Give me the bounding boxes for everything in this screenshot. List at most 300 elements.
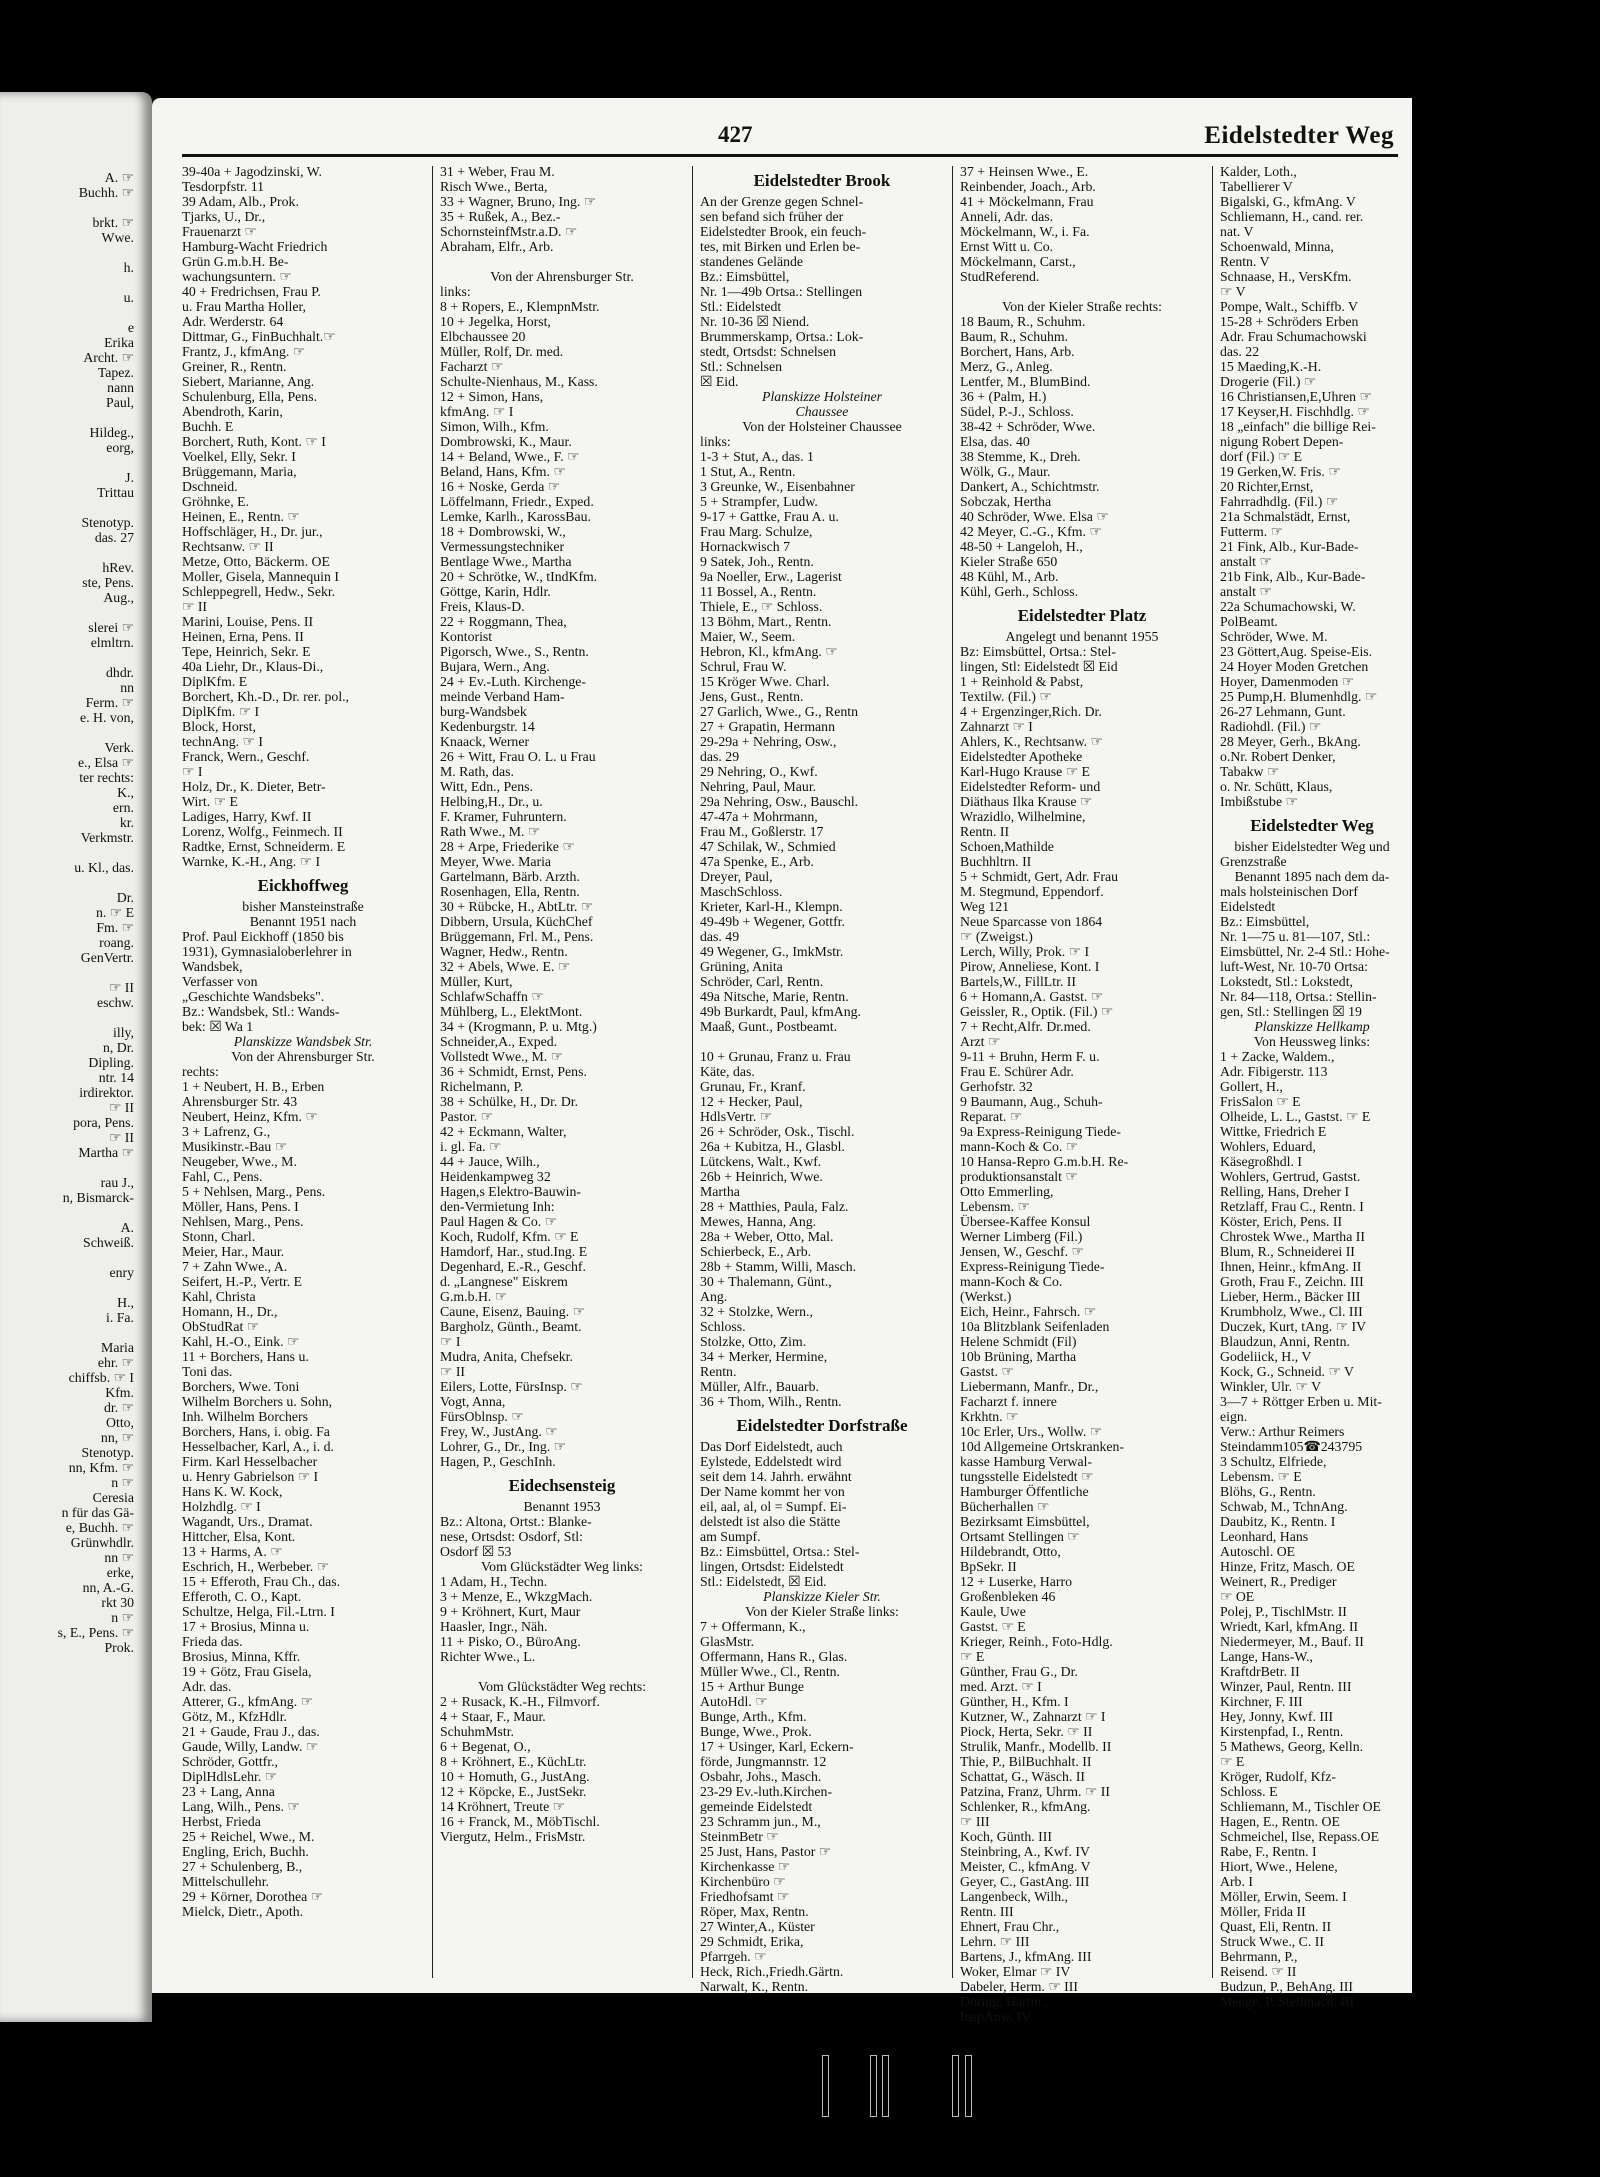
column-3 [700,164,944,1994]
directory-entry: rechts: [182,1064,219,1079]
directory-entry: Mudra, Anita, Chefsekr. [440,1349,573,1364]
directory-entry: 32 + Abels, Wwe. E. ☞ [440,959,571,974]
directory-entry: 36 + Thom, Wilh., Rentn. [700,1394,842,1409]
directory-entry: Wohlers, Eduard, [1220,1139,1316,1154]
directory-entry: Bartels,W., FillLtr. II [960,974,1076,989]
street-note: Benannt 1951 nach [249,914,357,929]
directory-entry: gen, Stl.: Stellingen ☒ 19 [1220,1004,1362,1019]
facing-page-line [0,845,152,860]
directory-entry: 10 Hansa-Repro G.m.b.H. Re- [960,1154,1129,1169]
directory-entry: 21 Fink, Alb., Kur-Bade- [1220,539,1359,554]
directory-entry: Vermessungstechniker [440,539,565,554]
directory-entry [960,284,1204,299]
directory-entry: 17 + Usinger, Karl, Eckern- [700,1739,854,1754]
directory-entry: Bentlage Wwe., Martha [440,554,572,569]
directory-entry: Schoenwald, Minna, [1220,239,1334,254]
directory-entry: u. Frau Martha Holler, [182,299,306,314]
directory-entry: 1 Adam, H., Techn. [440,1574,548,1589]
facing-page-line [0,1205,152,1220]
directory-entry: SteinmBetr ☞ [700,1829,779,1844]
directory-entry: ☞ (Zweigst.) [960,929,1033,944]
directory-entry: Merz, G., Anleg. [960,359,1053,374]
directory-entry: Bigalski, G., kfmAng. V [1220,194,1356,209]
directory-entry: links: [700,434,731,449]
directory-entry: Hey, Jonny, Kwf. III [1220,1709,1334,1724]
directory-entry: Drogerie (Fil.) ☞ [1220,374,1317,389]
directory-entry: 26 + Witt, Frau O. L. u Frau [440,749,596,764]
directory-entry: Kahl, Christa [182,1289,256,1304]
directory-entry: 18 „einfach" die billige Rei- [1220,419,1376,434]
directory-entry: Grenzstraße [1220,854,1287,869]
directory-entry: Mielck, Dietr., Apoth. [182,1904,304,1919]
directory-entry: förde, Jungmannstr. 12 [700,1754,827,1769]
directory-entry: Friedhofsamt ☞ [700,1889,790,1904]
directory-entry: Musikinstr.-Bau ☞ [182,1139,288,1154]
film-edge-mark [952,2055,959,2117]
directory-entry: 35 + Rußek, A., Bez.- [440,209,561,224]
directory-entry: 41 + Möckelmann, Frau [960,194,1094,209]
directory-entry: Stonn, Charl. [182,1229,256,1244]
facing-page-line: n. ☞ E [95,905,134,920]
directory-entry: Sobczak, Hertha [960,494,1052,509]
facing-page-line: elmltrn. [90,635,134,650]
directory-entry: Frau E. Schürer Adr. [960,1064,1074,1079]
directory-entry: 1 + Neubert, H. B., Erben [182,1079,325,1094]
directory-entry: 27 Winter,A., Küster [700,1919,815,1934]
directory-entry: 23 + Lang, Anna [182,1784,275,1799]
facing-page-line: nn, Kfm. ☞ [68,1460,134,1475]
street-note: Von der Kieler Straße links: [745,1604,899,1619]
directory-entry: Witt, Edn., Pens. [440,779,533,794]
directory-entry: Dreyer, Paul, [700,869,773,884]
directory-entry: 13 Böhm, Mart., Rentn. [700,614,832,629]
directory-entry: Schloss. [700,1319,746,1334]
directory-entry: Koch, Günth. III [960,1829,1052,1844]
directory-entry: Adr. Frau Schumachowski [1220,329,1367,344]
directory-entry: Gaude, Willy, Landw. ☞ [182,1739,319,1754]
street-heading: Eickhoffweg [257,876,349,895]
directory-entry: Blöhs, G., Rentn. [1220,1484,1316,1499]
directory-entry: 49b Burkardt, Paul, kfmAng. [700,1004,861,1019]
facing-page-line: A. ☞ [104,170,134,185]
directory-entry: Meier, Har., Maur. [182,1244,285,1259]
directory-entry: Geyer, C., GastAng. III [960,1874,1090,1889]
directory-entry: 30 + Thalemann, Günt., [700,1274,832,1289]
directory-entry: u. Henry Gabrielson ☞ I [182,1469,319,1484]
directory-entry: links: [440,284,471,299]
directory-entry: 26 + Schröder, Osk., Tischl. [700,1124,855,1139]
directory-entry: 1 + Reinhold & Pabst, [960,674,1084,689]
directory-entry: Schulenburg, Ella, Pens. [182,389,318,404]
directory-entry: 31 + Weber, Frau M. [440,164,555,179]
directory-entry: Hoyer, Damenmoden ☞ [1220,674,1355,689]
directory-entry [700,1034,944,1049]
facing-page-line: n ☞ [111,1610,134,1625]
directory-entry: delstedt ist also die Stätte [700,1514,841,1529]
directory-entry: 39 Adam, Alb., Prok. [182,194,299,209]
directory-entry: Fahrradhdlg. (Fil.) ☞ [1220,494,1339,509]
directory-entry: 26-27 Lehmann, Gunt. [1220,704,1346,719]
facing-page-line: u. Kl., das. [74,860,134,875]
facing-page-line: slerei ☞ [88,620,134,635]
directory-entry: Rentn. V [1220,254,1270,269]
facing-page-line: Paul, [106,395,134,410]
directory-entry: SchlafwSchaffn ☞ [440,989,544,1004]
directory-entry: Hagen,s Elektro-Bauwin- [440,1184,581,1199]
column-divider [952,166,953,1978]
facing-page-line: e., Elsa ☞ [77,755,134,770]
directory-entry: 26a + Kubitza, H., Glasbl. [700,1139,845,1154]
facing-page-line: kr. [119,815,134,830]
directory-entry: Reisend. ☞ II [1220,1964,1297,1979]
directory-entry: Geissler, R., Optik. (Fil.) ☞ [960,1004,1114,1019]
directory-entry: Gerhofstr. 32 [960,1079,1033,1094]
directory-entry: Röper, Max, Rentn. [700,1904,809,1919]
directory-entry: Gröhnke, E. [182,494,250,509]
directory-entry: Metze, Otto, Bäckerm. OE [182,554,330,569]
directory-entry: Schleppegrell, Hedw., Sekr. [182,584,336,599]
directory-entry: Verw.: Arthur Reimers [1220,1424,1345,1439]
directory-entry: 47a Spenke, E., Arb. [700,854,814,869]
directory-entry: Kalder, Loth., [1220,164,1297,179]
facing-page-line: ern. [112,800,134,815]
facing-page-line [0,1250,152,1265]
directory-entry: 10d Allgemeine Ortskranken- [960,1439,1124,1454]
directory-entry: 12 + Luserke, Harro [960,1574,1072,1589]
directory-entry: Hoffschläger, H., Dr. jur., [182,524,323,539]
directory-entry: 27 + Schulenberg, B., [182,1859,303,1874]
directory-entry: Gastst. ☞ E [960,1619,1026,1634]
directory-entry [440,254,684,269]
directory-entry: 18 Baum, R., Schuhm. [960,314,1086,329]
directory-entry: Dombrowski, K., Maur. [440,434,572,449]
directory-entry: Hans K. W. Kock, [182,1484,283,1499]
directory-entry: Göttge, Karin, Hdlr. [440,584,551,599]
directory-entry: Werner Limberg (Fil.) [960,1229,1083,1244]
column-divider [432,166,433,1978]
directory-entry: 24 Hoyer Moden Gretchen [1220,659,1369,674]
directory-entry: Eidelstedter Brook, ein feuch- [700,224,867,239]
directory-entry: KraftdrBetr. II [1220,1664,1300,1679]
directory-entry: Neugeber, Wwe., M. [182,1154,297,1169]
facing-page-line: e. H. von, [79,710,134,725]
street-heading: Eidechsensteig [508,1476,616,1495]
directory-entry: mann-Koch & Co. [960,1274,1063,1289]
directory-entry: 7 + Zahn Wwe., A. [182,1259,288,1274]
directory-entry: 42 + Eckmann, Walter, [440,1124,567,1139]
facing-page-line: Verkmstr. [80,830,134,845]
directory-entry: ☒ Eid. [700,374,739,389]
directory-entry: Helbing,H., Dr., u. [440,794,543,809]
directory-entry: Hamburg-Wacht Friedrich [182,239,328,254]
directory-entry: 6 + Begenat, O., [440,1739,531,1754]
directory-entry: Götz, M., KfzHdlr. [182,1709,287,1724]
facing-page-line: u. [123,290,134,305]
facing-page-line: GenVertr. [80,950,134,965]
directory-entry: Struck Wwe., C. II [1220,1934,1324,1949]
directory-entry: 10 + Homuth, G., JustAng. [440,1769,590,1784]
directory-entry: Olheide, L. L., Gastst. ☞ E [1220,1109,1371,1124]
directory-entry: Lebensm. ☞ E [1220,1469,1302,1484]
directory-entry: Schröder, Gottfr., [182,1754,279,1769]
directory-entry: 40 + Fredrichsen, Frau P. [182,284,321,299]
directory-entry: Kontorist [440,629,493,644]
directory-entry: Schwab, M., TchnAng. [1220,1499,1348,1514]
directory-entry: 34 + Merker, Hermine, [700,1349,828,1364]
directory-entry: Voelkel, Elly, Sekr. I [182,449,296,464]
directory-entry: BpSekr. II [960,1559,1017,1574]
directory-entry: Rentn. III [960,1904,1014,1919]
directory-entry: Günther, Frau G., Dr. [960,1664,1078,1679]
street-heading: Eidelstedter Weg [1250,816,1374,835]
directory-entry: 10c Erler, Urs., Wollw. ☞ [960,1424,1103,1439]
directory-entry: InspAnw. IV [960,2009,1032,2024]
street-heading: Eidelstedter Brook [753,171,891,190]
column-divider [692,166,693,1978]
directory-entry: 27 Garlich, Wwe., G., Rentn [700,704,858,719]
facing-page-line: eschw. [96,995,134,1010]
film-edge-mark [965,2055,972,2117]
directory-entry: gemeinde Eidelstedt [700,1799,813,1814]
directory-entry: Müller, Alfr., Bauarb. [700,1379,819,1394]
facing-page-line: n für das Gä- [61,1505,134,1520]
directory-entry: 6 + Homann,A. Gastst. ☞ [960,989,1104,1004]
directory-entry: Greiner, R., Rentn. [182,359,287,374]
street-note: Von der Ahrensburger Str. [231,1049,375,1064]
directory-entry: 49a Nitsche, Marie, Rentn. [700,989,849,1004]
directory-entry: 1-3 + Stut, A., das. 1 [700,449,814,464]
directory-entry: Borchers, Hans, i. obig. Fa [182,1424,330,1439]
facing-page-line: K., [117,785,134,800]
directory-entry: 36 + Schmidt, Ernst, Pens. [440,1064,587,1079]
directory-entry: Siebert, Marianne, Ang. [182,374,315,389]
film-edge-mark [870,2055,877,2117]
facing-page-line [0,1325,152,1340]
directory-entry: med. Arzt. ☞ I [960,1679,1042,1694]
directory-entry: Bz.: Eimsbüttel, [700,269,790,284]
directory-entry: Bujara, Wern., Ang. [440,659,550,674]
directory-entry: Bargholz, Günth., Beamt. [440,1319,582,1334]
facing-page-line: rau J., [100,1175,134,1190]
facing-page-line: Kfm. [105,1385,134,1400]
directory-entry: Freis, Klaus-D. [440,599,525,614]
directory-entry: 22a Schumachowski, W. [1220,599,1356,614]
directory-entry: Das Dorf Eidelstedt, auch [700,1439,843,1454]
directory-entry: Frau M., Goßlerstr. 17 [700,824,824,839]
directory-entry: Möller, Frida II [1220,1904,1306,1919]
directory-entry: 48 Kühl, M., Arb. [960,569,1059,584]
directory-entry: Schmeichel, Ilse, Repass.OE [1220,1829,1380,1844]
directory-entry: Heidenkampweg 32 [440,1169,551,1184]
directory-entry: tungsstelle Eidelstedt ☞ [960,1469,1094,1484]
directory-entry: Möller, Hans, Pens. I [182,1199,299,1214]
directory-entry: AutoHdl. ☞ [700,1694,768,1709]
directory-entry: Jens, Gust., Rentn. [700,689,804,704]
directory-entry: Schattat, G., Wäsch. II [960,1769,1086,1784]
directory-entry: Osdorf ☒ 53 [440,1544,512,1559]
directory-entry: Brüggemann, Maria, [182,464,297,479]
facing-page-line [0,1280,152,1295]
directory-entry: Der Name kommt her von [700,1484,845,1499]
directory-entry: 15 + Efferoth, Frau Ch., das. [182,1574,341,1589]
directory-entry: Schnaase, H., VersKfm. [1220,269,1352,284]
directory-entry: Lehrn. ☞ III [960,1934,1030,1949]
directory-entry: 11 Bossel, A., Rentn. [700,584,817,599]
facing-page-line: Ferm. ☞ [85,695,134,710]
directory-entry: Neue Sparcasse von 1864 [960,914,1103,929]
plan-note: Planskizze Holsteiner [762,389,882,404]
street-note: bisher Eidelstedter Weg und [1234,839,1390,854]
running-title: Eidelstedter Weg [1204,122,1394,149]
facing-page-line: irdirektor. [79,1085,134,1100]
directory-entry: Kirstenpfad, I., Rentn. [1220,1724,1344,1739]
facing-page-line [0,410,152,425]
directory-entry: Richter Wwe., L. [440,1649,536,1664]
directory-entry: 15 Maeding,K.-H. [1220,359,1322,374]
directory-entry: Zahnarzt ☞ I [960,719,1033,734]
directory-entry: d. „Langnese" Eiskrem [440,1274,568,1289]
directory-entry: 28b + Stamm, Willi, Masch. [700,1259,857,1274]
directory-entry: Ahrensburger Str. 43 [182,1094,298,1109]
directory-entry: Osbahr, Johs., Masch. [700,1769,822,1784]
directory-entry: FrisSalon ☞ E [1220,1094,1301,1109]
directory-entry: 12 + Hecker, Paul, [700,1094,803,1109]
directory-entry: Paul Hagen & Co. ☞ [440,1214,557,1229]
directory-entry: 10 + Jegelka, Horst, [440,314,551,329]
directory-entry: eign. [1220,1409,1248,1424]
directory-entry: 21a Schmalstädt, Ernst, [1220,509,1351,524]
directory-entry: Wagner, Hedw., Rentn. [440,944,568,959]
directory-entry: Hagen, E., Rentn. OE [1220,1814,1340,1829]
directory-entry: Adr. Fibigerstr. 113 [1220,1064,1328,1079]
directory-entry: Rabe, F., Rentn. I [1220,1844,1317,1859]
page-number: 427 [718,122,753,147]
directory-entry: 47-47a + Mohrmann, [700,809,818,824]
facing-page-line [0,650,152,665]
directory-entry: dorf (Fil.) ☞ E [1220,449,1303,464]
directory-entry: G.m.b.H. ☞ [440,1289,508,1304]
directory-entry: Karl-Hugo Krause ☞ E [960,764,1090,779]
facing-page-line: ☞ II [108,1130,134,1145]
facing-page-column [0,170,152,1655]
directory-entry: 21b Fink, Alb., Kur-Bade- [1220,569,1366,584]
directory-entry: standenes Gelände [700,254,804,269]
directory-entry: Offermann, Hans R., Glas. [700,1649,848,1664]
directory-entry: das. 29 [700,749,740,764]
header-rule [182,154,1398,157]
directory-entry: Stl.: Eidelstedt, ☒ Eid. [700,1574,827,1589]
directory-entry: Buchh. E [182,419,234,434]
directory-entry: Niedermeyer, M., Bauf. II [1220,1634,1364,1649]
facing-page-line: Prok. [104,1640,134,1655]
directory-entry: 26b + Heinrich, Wwe. [700,1169,823,1184]
facing-page-line: Archt. ☞ [83,350,134,365]
directory-entry: Piock, Herta, Sekr. ☞ II [960,1724,1093,1739]
directory-entry: Block, Horst, [182,719,256,734]
directory-entry: o. Nr. Schütt, Klaus, [1220,779,1333,794]
directory-entry: 9-17 + Gattke, Frau A. u. [700,509,839,524]
facing-page-line [0,305,152,320]
directory-entry: 9 Baumann, Aug., Schuh- [960,1094,1103,1109]
directory-entry: Pigorsch, Wwe., S., Rentn. [440,644,589,659]
directory-entry: nigung Robert Depen- [1220,434,1344,449]
directory-entry: Kutzner, W., Zahnarzt ☞ I [960,1709,1106,1724]
directory-entry: Krieter, Karl-H., Klempn. [700,899,843,914]
directory-entry: Herbst, Frieda [182,1814,261,1829]
directory-entry: Müller, Kurt, [440,974,513,989]
directory-entry: DiplKfm. ☞ I [182,704,260,719]
directory-entry: Hebron, Kl., kfmAng. ☞ [700,644,838,659]
directory-entry: Bücherhallen ☞ [960,1499,1050,1514]
directory-entry: lingen, Stl: Eidelstedt ☒ Eid [960,659,1118,674]
directory-entry: M. Rath, das. [440,764,514,779]
directory-entry: mann-Koch & Co. ☞ [960,1139,1079,1154]
directory-entry: Ang. [700,1289,728,1304]
directory-entry: ☞ E [960,1649,985,1664]
directory-entry: 16 + Franck, M., MöbTischl. [440,1814,600,1829]
directory-entry: o.Nr. Robert Denker, [1220,749,1336,764]
directory-entry: Mewes, Hanna, Ang. [700,1214,817,1229]
directory-entry: Atterer, G., kfmAng. ☞ [182,1694,313,1709]
directory-entry: 28 + Matthies, Paula, Falz. [700,1199,849,1214]
directory-entry: Engling, Erich, Buchh. [182,1844,309,1859]
facing-page-line: ntr. 14 [98,1070,134,1085]
facing-page-line [0,1160,152,1175]
directory-entry: 39-40a + Jagodzinski, W. [182,164,322,179]
directory-entry: Hagen, P., GeschInh. [440,1454,556,1469]
facing-page-line: Wwe. [101,230,134,245]
facing-page-line: A. [120,1220,134,1235]
directory-entry: Futterm. ☞ [1220,524,1283,539]
facing-page-line: brkt. ☞ [92,215,134,230]
directory-entry: Bz.: Wandsbek, Stl.: Wands- [182,1004,340,1019]
directory-entry: 7 + Recht,Alfr. Dr.med. [960,1019,1091,1034]
directory-entry: tes, mit Birken und Erlen be- [700,239,861,254]
directory-entry: Schulte-Nienhaus, M., Kass. [440,374,598,389]
facing-page-line [0,545,152,560]
directory-entry: Krumbholz, Wwe., Cl. III [1220,1304,1363,1319]
directory-entry: eil, aal, al, ol = Sumpf. Ei- [700,1499,847,1514]
directory-entry: 17 Keyser,H. Fischhdlg. ☞ [1220,404,1370,419]
facing-page-line: Schweiß. [83,1235,134,1250]
directory-entry: wachungsuntern. ☞ [182,269,292,284]
facing-page-line: Stenotyp. [81,1445,134,1460]
directory-entry: Anneli, Adr. das. [960,209,1054,224]
facing-page-line: Erika [104,335,134,350]
directory-entry: 23 Schramm jun., M., [700,1814,821,1829]
directory-entry: StudReferend. [960,269,1040,284]
directory-entry: anstalt ☞ [1220,554,1272,569]
facing-page-line: pora, Pens. [73,1115,134,1130]
directory-entry: Dittmar, G., FinBuchhalt.☞ [182,329,336,344]
facing-page-line: Buchh. ☞ [78,185,134,200]
column-divider [1212,166,1213,1978]
directory-entry: Weg 121 [960,899,1010,914]
directory-entry: 16 + Noske, Gerda ☞ [440,479,561,494]
directory-entry: Gartelmann, Bärb. Arzth. [440,869,580,884]
plan-note: Chaussee [795,404,849,419]
facing-page-line: eorg, [106,440,134,455]
facing-page-line: Fm. ☞ [96,920,134,935]
directory-entry: Lemke, Karlh., KarossBau. [440,509,591,524]
street-note: Von Heussweg links: [1253,1034,1371,1049]
directory-entry: 14 Kröhnert, Treute ☞ [440,1799,566,1814]
directory-entry: 29 Nehring, O., Kwf. [700,764,818,779]
directory-entry: Kieler Straße 650 [960,554,1058,569]
directory-entry: 15 + Arthur Bunge [700,1679,804,1694]
directory-entry: anstalt ☞ [1220,584,1272,599]
directory-entry: F. Kramer, Fuhruntern. [440,809,567,824]
